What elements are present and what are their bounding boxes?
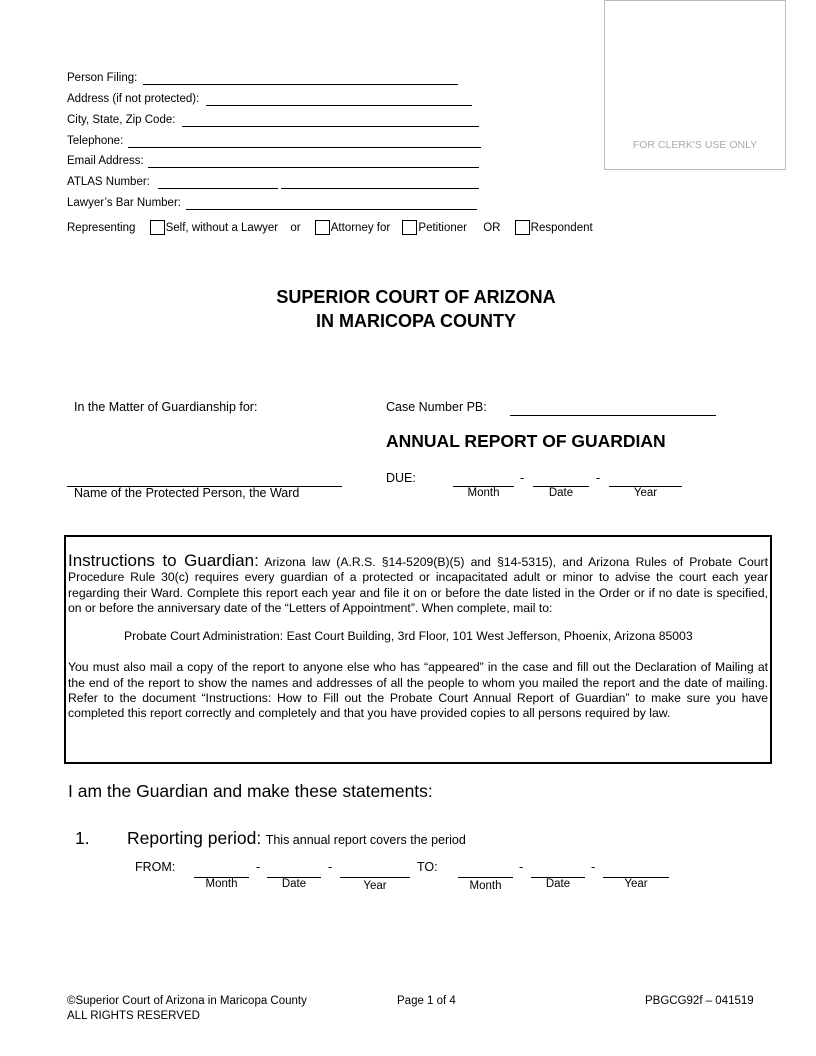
due-label: DUE: <box>386 471 416 485</box>
or-text: or <box>290 222 301 234</box>
city-state-zip-label: City, State, Zip Code: <box>67 114 176 126</box>
mailing-address: Probate Court Administration: East Court Building, 3rd Floor, 101 West Jefferson, Phoenix, Arizona 85003 <box>124 629 693 644</box>
instructions-paragraph-2: You must also mail a copy of the report to anyone else who has “appeared” in the case and fill out the Declaration of Mailing at the end of the report to show the names and addresses of all the people to whom you mailed the report and the date of mailing. Refer to the document “Instructions: How to Fill out the Probate Court Annual Report of Guardian” to make sure you have completed this report correctly and completely and that you have provided copies to all persons required by law. <box>68 660 768 721</box>
atlas-number-label: ATLAS Number: <box>67 176 150 188</box>
telephone-label: Telephone: <box>67 135 124 147</box>
clerk-use-box <box>604 0 786 170</box>
instructions-text-1: Arizona law (A.R.S. §14-5209(B)(5) and §14-5315), and Arizona Rules of Probate Court Procedure Rule 30(c) requires every guardian of a protected or incapacitated adult or minor to advise the court each year regarding their Ward. Complete this report each year and file it on or before the date listed in the Order or if no date is specified, on or before the anniversary date of the “Letters of Appointment”. When complete, mail to: <box>68 555 768 615</box>
to-month-label: Month <box>469 880 502 892</box>
reporting-period-number: 1. <box>75 828 90 848</box>
case-number-field[interactable] <box>510 415 716 416</box>
petitioner-option-label: Petitioner <box>418 222 468 234</box>
case-number-label: Case Number PB: <box>386 400 487 414</box>
guardian-statement-heading: I am the Guardian and make these statements: <box>68 781 433 801</box>
city-state-zip-field[interactable] <box>182 126 479 127</box>
footer-rights: ALL RIGHTS RESERVED <box>67 1010 200 1022</box>
instructions-heading: Instructions to Guardian: <box>68 551 259 570</box>
from-dash-1: - <box>256 860 261 874</box>
attorney-option-label: Attorney for <box>330 222 391 234</box>
due-date-label: Date <box>548 487 574 499</box>
court-title-line2: IN MARICOPA COUNTY <box>316 311 516 331</box>
atlas-number-field-b[interactable] <box>281 188 479 189</box>
instructions-box <box>64 535 772 764</box>
to-month-field[interactable] <box>458 877 513 878</box>
due-dash-1: - <box>520 471 525 485</box>
to-label: TO: <box>417 860 438 874</box>
bar-number-field[interactable] <box>186 209 477 210</box>
court-title-line1: SUPERIOR COURT OF ARIZONA <box>276 287 556 307</box>
from-year-label: Year <box>363 880 387 892</box>
footer-copyright: ©Superior Court of Arizona in Maricopa County <box>67 995 307 1007</box>
attorney-checkbox[interactable] <box>315 220 330 235</box>
report-title: ANNUAL REPORT OF GUARDIAN <box>386 431 666 451</box>
clerk-use-label: FOR CLERK'S USE ONLY <box>632 139 758 151</box>
self-option-label: Self, without a Lawyer <box>165 222 279 234</box>
to-year-label: Year <box>624 878 648 890</box>
due-dash-2: - <box>596 471 601 485</box>
address-field[interactable] <box>206 105 472 106</box>
from-month-label: Month <box>205 878 238 890</box>
person-filing-field[interactable] <box>143 84 458 85</box>
ward-name-label: Name of the Protected Person, the Ward <box>74 486 300 500</box>
person-filing-label: Person Filing: <box>67 72 138 84</box>
from-label: FROM: <box>135 860 176 874</box>
matter-label: In the Matter of Guardianship for: <box>74 400 258 414</box>
due-month-label: Month <box>467 487 500 499</box>
footer-form-code: PBGCG92f – 041519 <box>645 995 754 1007</box>
representing-label: Representing <box>67 222 136 234</box>
atlas-number-field-a[interactable] <box>158 188 278 189</box>
or-caps-text: OR <box>483 222 501 234</box>
representing-row <box>67 220 593 235</box>
from-date-label: Date <box>281 878 307 890</box>
email-label: Email Address: <box>67 155 144 167</box>
reporting-period-text: This annual report covers the period <box>265 833 466 847</box>
to-dash-2: - <box>591 860 596 874</box>
respondent-checkbox[interactable] <box>515 220 530 235</box>
self-checkbox[interactable] <box>150 220 165 235</box>
reporting-period-heading: Reporting period: <box>127 828 262 848</box>
respondent-option-label: Respondent <box>530 222 593 234</box>
to-date-label: Date <box>545 878 571 890</box>
petitioner-checkbox[interactable] <box>402 220 417 235</box>
from-year-field[interactable] <box>340 877 410 878</box>
from-dash-2: - <box>328 860 333 874</box>
to-dash-1: - <box>519 860 524 874</box>
reporting-period-row <box>127 828 466 849</box>
footer-left <box>67 994 307 1024</box>
bar-number-label: Lawyer’s Bar Number: <box>67 197 181 209</box>
footer-page-number: Page 1 of 4 <box>397 995 456 1007</box>
address-label: Address (if not protected): <box>67 93 200 105</box>
telephone-field[interactable] <box>128 147 481 148</box>
due-year-label: Year <box>633 487 658 499</box>
instructions-paragraph-1 <box>68 553 768 616</box>
email-field[interactable] <box>148 167 479 168</box>
